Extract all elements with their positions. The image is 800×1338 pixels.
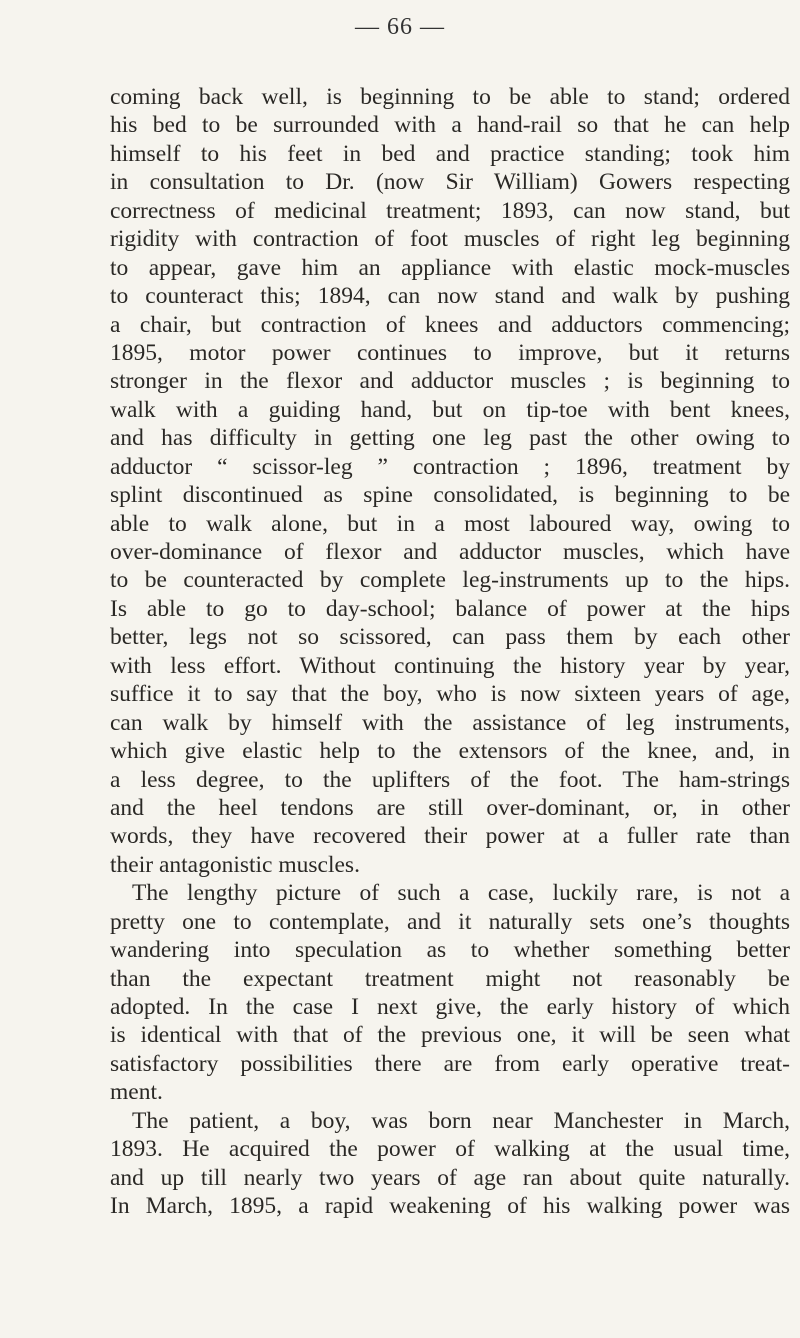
text-line: suffice it to say that the boy, who is now sixteen years of age, bbox=[110, 681, 790, 708]
text-line: in consultation to Dr. (now Sir William) Gowers respecting bbox=[110, 169, 790, 196]
text-line: a chair, but contraction of knees and adductors commencing; bbox=[110, 311, 790, 338]
text-line: adductor “ scissor-leg ” contraction ; 1896, treatment by bbox=[110, 453, 790, 480]
text-line: and the heel tendons are still over-dominant, or, in other bbox=[110, 794, 790, 821]
text-line: to be counteracted by complete leg-instruments up to the hips. bbox=[110, 567, 790, 594]
text-line: their antagonistic muscles. bbox=[110, 851, 360, 878]
text-line: Is able to go to day-school; balance of power at the hips bbox=[110, 595, 790, 622]
text-line: a less degree, to the uplifters of the foot. The ham-strings bbox=[110, 766, 790, 793]
body-text bbox=[110, 83, 790, 1221]
text-line: and up till nearly two years of age ran about quite naturally. bbox=[110, 1164, 790, 1191]
text-line: better, legs not so scissored, can pass them by each other bbox=[110, 624, 790, 651]
text-line: over-dominance of flexor and adductor muscles, which have bbox=[110, 539, 790, 565]
text-line: wandering into speculation as to whether something better bbox=[110, 937, 790, 964]
text-line: ment. bbox=[110, 1079, 163, 1106]
text-line: pretty one to contemplate, and it naturally sets one’s thoughts bbox=[110, 908, 790, 935]
text-line: The patient, a boy, was born near Manchester in March, bbox=[132, 1107, 790, 1134]
text-line: words, they have recovered their power at a fuller rate than bbox=[110, 823, 790, 850]
text-line: The lengthy picture of such a case, luckily rare, is not a bbox=[132, 880, 790, 907]
text-line: stronger in the flexor and adductor muscles ; is beginning to bbox=[110, 368, 790, 395]
text-line: 1895, motor power continues to improve, but it returns bbox=[110, 339, 790, 366]
text-line: satisfactory possibilities there are from early operative treat- bbox=[110, 1050, 790, 1077]
text-line: correctness of medicinal treatment; 1893, can now stand, but bbox=[110, 197, 790, 224]
text-line: to counteract this; 1894, can now stand and walk by pushing bbox=[110, 283, 790, 310]
text-line: can walk by himself with the assistance of leg instruments, bbox=[110, 709, 790, 736]
text-line: In March, 1895, a rapid weakening of his walking power was bbox=[110, 1193, 790, 1220]
text-line: is identical with that of the previous one, it will be seen what bbox=[110, 1022, 790, 1049]
text-line: adopted. In the case I next give, the early history of which bbox=[110, 994, 790, 1020]
text-line: 1893. He acquired the power of walking at the usual time, bbox=[110, 1136, 790, 1163]
text-line: walk with a guiding hand, but on tip-toe with bent knees, bbox=[110, 396, 790, 423]
text-line: splint discontinued as spine consolidated, is beginning to be bbox=[110, 482, 790, 509]
text-line: which give elastic help to the extensors of the knee, and, in bbox=[110, 738, 790, 765]
text-line: with less effort. Without continuing the history year by year, bbox=[110, 652, 790, 679]
text-line: than the expectant treatment might not reasonably be bbox=[110, 965, 790, 992]
page-number: — 66 — bbox=[355, 14, 445, 40]
text-line: himself to his feet in bed and practice standing; took him bbox=[110, 140, 790, 167]
text-line: rigidity with contraction of foot muscles of right leg beginning bbox=[110, 226, 790, 253]
text-line: able to walk alone, but in a most laboured way, owing to bbox=[110, 510, 790, 537]
text-line: coming back well, is beginning to be able to stand; ordered bbox=[110, 84, 790, 110]
text-line: and has difficulty in getting one leg past the other owing to bbox=[110, 425, 790, 452]
text-line: his bed to be surrounded with a hand-rail so that he can help bbox=[110, 112, 790, 139]
text-line: to appear, gave him an appliance with elastic mock-muscles bbox=[110, 254, 790, 281]
